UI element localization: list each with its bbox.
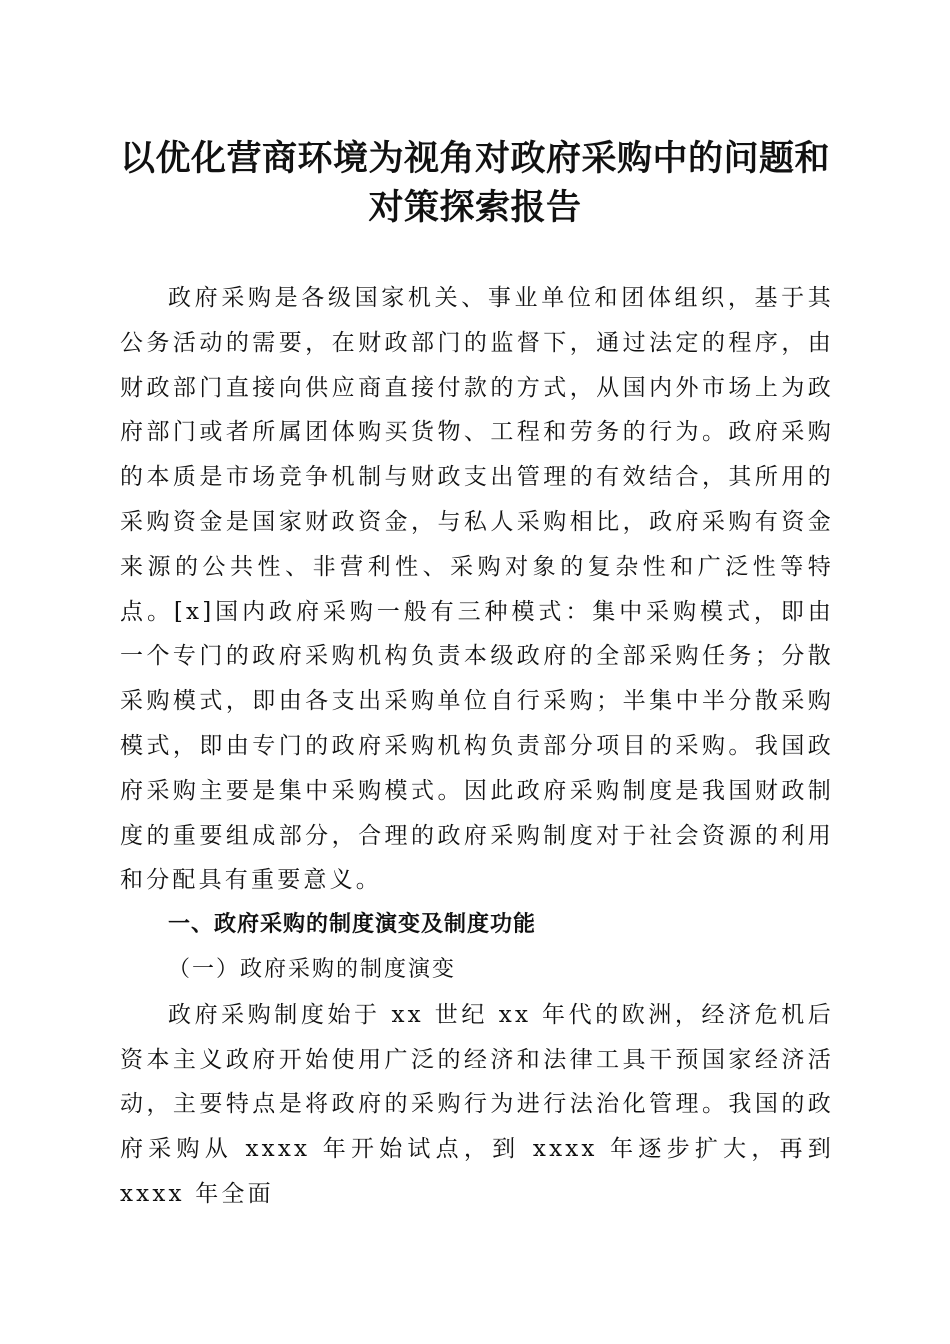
document-title bbox=[100, 134, 850, 232]
subsection-heading: （一）政府采购的制度演变 bbox=[168, 956, 457, 982]
intro-paragraph: 政府采购是各级国家机关、事业单位和团体组织，基于其公务活动的需要，在财政部门的监督下，通过法定的程序，由财政部门直接向供应商直接付款的方式，从国内外市场上为政府部门或者所属团体购买货物、工程和劳务的行为。政府采购的本质是市场竞争机制与财政支出管理的有效结合，其所用的采购资金是国家财政资金，与私人采购相比，政府采购有资金来源的公共性、非营利性、采购对象的复杂性和广泛性等特点。[x]国内政府采购一般有三种模式：集中采购模式，即由一个专门的政府采购机构负责本级政府的全部采购任务；分散采购模式，即由各支出采购单位自行采购；半集中半分散采购模式，即由专门的政府采购机构负责部分项目的采购。我国政府采购主要是集中采购模式。因此政府采购制度是我国财政制度的重要组成部分，合理的政府采购制度对于社会资源的利用和分配具有重要意义。 bbox=[120, 285, 834, 894]
section-heading: 一、政府采购的制度演变及制度功能 bbox=[168, 912, 537, 938]
title-line-1: 以优化营商环境为视角对政府采购中的问题和 bbox=[119, 138, 830, 179]
document-body bbox=[120, 276, 834, 1217]
title-line-2: 对策探索报告 bbox=[368, 187, 582, 228]
body-paragraph: 政府采购制度始于 xx 世纪 xx 年代的欧洲，经济危机后资本主义政府开始使用广泛的经济和法律工具干预国家经济活动，主要特点是将政府的采购行为进行法治化管理。我国的政府采购从 xxxx 年开始试点，到 xxxx 年逐步扩大，再到 xxxx 年全面 bbox=[120, 1001, 834, 1207]
